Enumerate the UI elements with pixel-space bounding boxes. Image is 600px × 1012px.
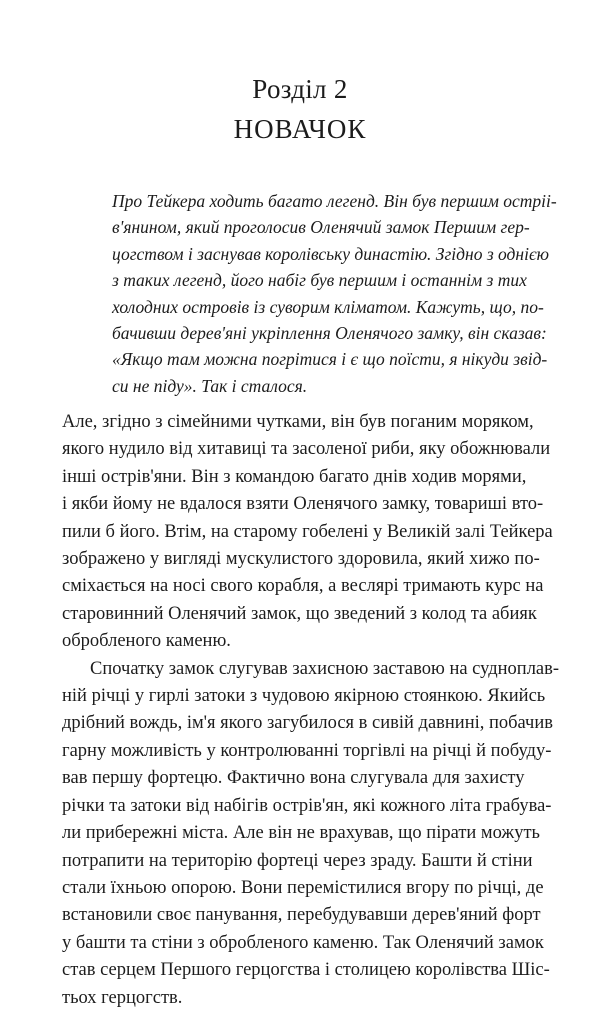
body-line: якого нудило від хитавиці та засоленої риби, яку обожнювали xyxy=(62,439,551,460)
body-line: пили б його. Втім, на старому гобелені у Великій залі Тейкера xyxy=(62,521,553,542)
body-line: стали їхньою опорою. Вони перемістилися вгору по річці, де xyxy=(62,877,544,898)
body-line: вав першу фортецю. Фактично вона слугувала для захисту xyxy=(62,768,525,789)
chapter-number: Розділ 2 xyxy=(252,74,348,104)
body-line: став серцем Першого герцогства і столицею королівства Шіс- xyxy=(62,960,550,981)
epigraph-line: Про Тейкера ходить багато легенд. Він був першим остріі- xyxy=(112,191,557,211)
paragraph-start-line: Спочатку замок слугував захисною заставою на судноплав- xyxy=(90,658,560,679)
body-line: дрібний вождь, ім'я якого загубилося в сивій давнині, побачив xyxy=(62,713,553,734)
body-line: гарну можливість у контролюванні торгівлі на річці й побуду- xyxy=(62,740,552,761)
body-line: і якби йому не вдалося взяти Оленячого замку, товариші вто- xyxy=(62,494,544,515)
body-line: сміхається на носі свого корабля, а веслярі тримають курс на xyxy=(62,576,544,597)
body-line: річки та затоки від набігів острів'ян, які кожного літа грабува- xyxy=(62,795,552,816)
epigraph-line: бачивши дерев'яні укріплення Оленячого замку, він сказав: xyxy=(112,323,547,344)
body-line: тьох герцогств. xyxy=(62,987,183,1008)
epigraph xyxy=(112,188,572,399)
epigraph-line: холодних островів із суворим кліматом. Кажуть, що, по- xyxy=(112,296,544,317)
epigraph-line: «Якщо там можна погрітися і є що поїсти, я нікуди звід- xyxy=(112,349,548,370)
epigraph-line: з таких легенд, його набіг був першим і останнім з тих xyxy=(112,270,527,291)
chapter-title: НОВАЧОК xyxy=(233,114,367,144)
epigraph-line: си не піду». Так і сталося. xyxy=(112,375,308,396)
body-text xyxy=(62,409,582,1012)
body-line: потрапити на територію фортеці через зраду. Башти й стіни xyxy=(62,850,533,871)
body-line: ли прибережні міста. Але він не врахував, що пірати можуть xyxy=(62,823,540,844)
epigraph-line: в'янином, який проголосив Оленячий замок Першим гер- xyxy=(112,217,530,238)
body-line: інші острів'яни. Він з командою багато днів ходив морями, xyxy=(62,466,527,487)
body-line: ній річці у гирлі затоки з чудовою якірною стоянкою. Якийсь xyxy=(62,686,546,707)
body-line: старовинний Оленячий замок, що зведений з колод та абияк xyxy=(62,603,537,624)
body-line: у башти та стіни з обробленого каменю. Так Оленячий замок xyxy=(62,932,544,953)
body-line: зображено у вигляді мускулистого здоровила, який хижо по- xyxy=(62,549,540,570)
body-line: Але, згідно з сімейними чутками, він був поганим моряком, xyxy=(62,412,534,432)
body-line: обробленого каменю. xyxy=(62,631,231,652)
body-line: встановили своє панування, перебудувавши дерев'яний форт xyxy=(62,905,541,926)
epigraph-line: цогством і заснував королівську династію. Згідно з однією xyxy=(112,243,549,264)
